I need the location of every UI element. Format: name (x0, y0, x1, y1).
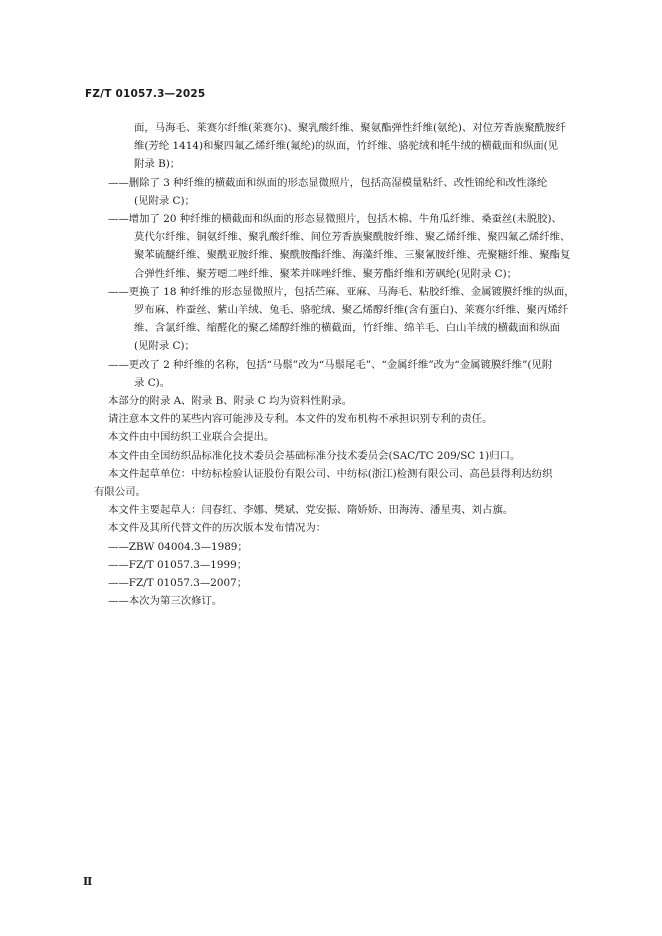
text-line: 本文件主要起草人：闫春红、李娜、樊斌、党安振、隋娇娇、田海涛、潘星夷、刘占旗。 (108, 504, 514, 517)
text-line: 本文件由中国纺织工业联合会提出。 (108, 431, 275, 444)
document-id-header: FZ/T 01057.3—2025 (85, 88, 206, 100)
text-line: (见附录 C)； (134, 340, 195, 353)
text-line: 本部分的附录 A、附录 B、附录 C 均为资料性附录。 (108, 395, 353, 408)
text-line: 录 C)。 (134, 376, 171, 389)
text-line: 维(芳纶 1414)和聚四氟乙烯纤维(氟纶)的纵面，竹纤维、骆驼绒和牦牛绒的横截面和纵面(见 (134, 140, 559, 153)
text-line: 合弹性纤维、聚芳噁二唑纤维、聚苯并咪唑纤维、聚芳酯纤维和芳砜纶(见附录 C)； (134, 267, 518, 280)
text-line: ——ZBW 04004.3—1989； (108, 540, 248, 553)
text-line: 请注意本文件的某些内容可能涉及专利。本文件的发布机构不承担识别专利的责任。 (108, 413, 493, 426)
text-line: ——FZ/T 01057.3—1999； (108, 558, 248, 571)
text-line: 莫代尔纤维、铜氨纤维、聚乳酸纤维、间位芳香族聚酰胺纤维、聚乙烯纤维、聚四氟乙烯纤维、 (134, 231, 571, 244)
text-line: 有限公司。 (94, 486, 146, 499)
text-line: 面，马海毛、莱赛尔纤维(莱赛尔)、聚乳酸纤维、聚氨酯弹性纤维(氨纶)、对位芳香族聚酰胺纤 (134, 122, 566, 134)
text-line: 本文件及其所代替文件的历次版本发布情况为： (108, 522, 327, 535)
page-number: Ⅱ (83, 875, 93, 888)
text-line: 聚苯硫醚纤维、聚酰亚胺纤维、聚酰胺酯纤维、海藻纤维、三聚氰胺纤维、壳聚糖纤维、聚酯复 (134, 249, 571, 262)
text-line: ——更换了 18 种纤维的形态显微照片，包括苎麻、亚麻、马海毛、粘胶纤维、金属镀膜纤维的纵面， (108, 285, 575, 298)
text-line: ——删除了 3 种纤维的横截面和纵面的形态显微照片，包括高湿模量粘纤、改性锦纶和改性涤纶 (108, 176, 548, 189)
text-line: 附录 B)； (134, 158, 181, 171)
text-line: 本文件起草单位：中纺标检验认证股份有限公司、中纺标(浙江)检测有限公司、高邑县得利达纺织 (108, 467, 553, 480)
foreword-body (94, 119, 598, 610)
text-line: 罗布麻、柞蚕丝、紫山羊绒、兔毛、骆驼绒、聚乙烯醇纤维(含有蛋白)、莱赛尔纤维、聚丙烯纤 (134, 304, 569, 317)
text-line: ——本次为第三次修订。 (108, 595, 223, 608)
text-line: 维、含氯纤维、缩醛化的聚乙烯醇纤维的横截面，竹纤维、绵羊毛、白山羊绒的横截面和纵面 (134, 322, 561, 335)
text-line: ——FZ/T 01057.3—2007； (108, 577, 248, 590)
text-line: ——增加了 20 种纤维的横截面和纵面的形态显微照片，包括木棉、牛角瓜纤维、桑蚕丝(未脱胶)、 (108, 213, 562, 226)
text-line: 本文件由全国纺织品标准化技术委员会基础标准分技术委员会(SAC/TC 209/SC 1)归口。 (108, 449, 521, 462)
text-line: ——更改了 2 种纤维的名称，包括“马鬃”改为“马鬃尾毛”、“金属纤维”改为“金属镀膜纤维”(见附 (108, 358, 553, 371)
text-line: (见附录 C)； (134, 194, 195, 207)
